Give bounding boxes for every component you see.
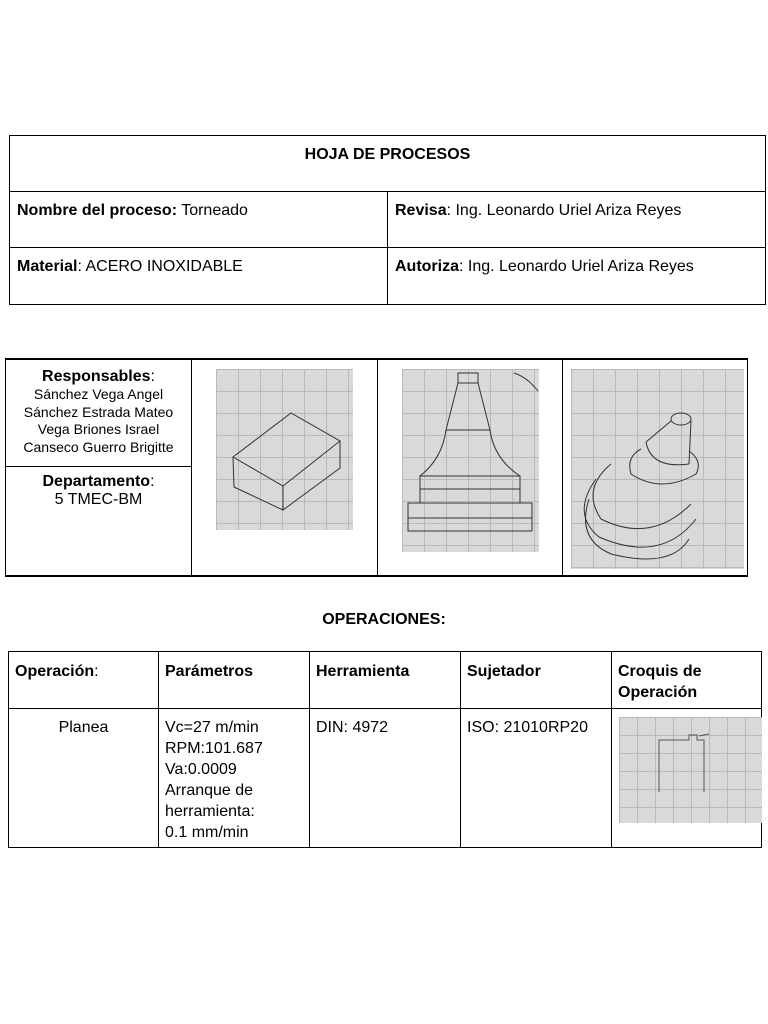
cone-sketch-photo [571,369,744,569]
operaciones-table [8,651,762,848]
autoriza-cell [388,248,766,305]
header-operacion: Operación: [9,652,159,709]
header-sujetador: Sujetador [461,652,612,709]
header-parametros: Parámetros [159,652,310,709]
parametros-cell [159,709,310,848]
autoriza-label: Autoriza [395,258,459,275]
responsables-table [5,358,748,577]
material-value: : ACERO INOXIDABLE [77,258,243,275]
parametro-line: Vc=27 m/min [165,719,259,736]
departamento-cell [6,466,192,576]
parametro-line: RPM:101.687 [165,740,263,757]
responsables-cell [6,359,192,466]
document-title: HOJA DE PROCESOS [10,136,766,192]
nombre-proceso-label: Nombre del proceso: [17,202,178,219]
operaciones-title: OPERACIONES: [322,611,446,628]
material-cell [10,248,388,305]
sketch-cell-1 [192,359,378,576]
parametro-line: 0.1 mm/min [165,824,249,841]
sketch-cell-2 [378,359,563,576]
sketch-cell-3 [563,359,748,576]
nombre-proceso-value: Torneado [177,202,248,219]
responsable-name: Sánchez Vega Angel [33,386,164,402]
nombre-proceso-cell [10,192,388,248]
responsable-name: Vega Briones Israel [37,421,160,437]
sujetador-cell: ISO: 21010RP20 [461,709,612,848]
departamento-value: 5 TMEC-BM [54,490,143,508]
header-table [9,135,766,305]
revisa-label: Revisa [395,202,447,219]
responsable-name: Sánchez Estrada Mateo [23,403,174,420]
box-sketch-photo [216,369,353,530]
departamento-label: Departamento [42,472,151,490]
header-herramienta: Herramienta [310,652,461,709]
autoriza-value: : Ing. Leonardo Uriel Ariza Reyes [459,258,694,275]
profile-sketch-photo [402,369,539,552]
parametro-line: herramienta: [165,803,255,820]
header-croquis: Croquis de Operación [612,652,762,709]
operacion-cell: Planea [9,709,159,848]
table-row [9,709,762,848]
revisa-value: : Ing. Leonardo Uriel Ariza Reyes [446,202,682,219]
responsable-name: Canseco Guerro Brigitte [23,438,174,455]
herramienta-cell: DIN: 4972 [310,709,461,848]
material-label: Material [17,258,78,275]
croquis-cell [612,709,762,848]
responsables-label: Responsables [42,368,151,385]
parametro-line: Arranque de [165,782,254,799]
responsables-heading: Responsables: [42,368,155,385]
croquis-sketch-photo [619,717,762,823]
departamento-heading: Departamento: [42,472,155,490]
parametro-line: Va:0.0009 [165,761,237,778]
revisa-cell [388,192,766,248]
